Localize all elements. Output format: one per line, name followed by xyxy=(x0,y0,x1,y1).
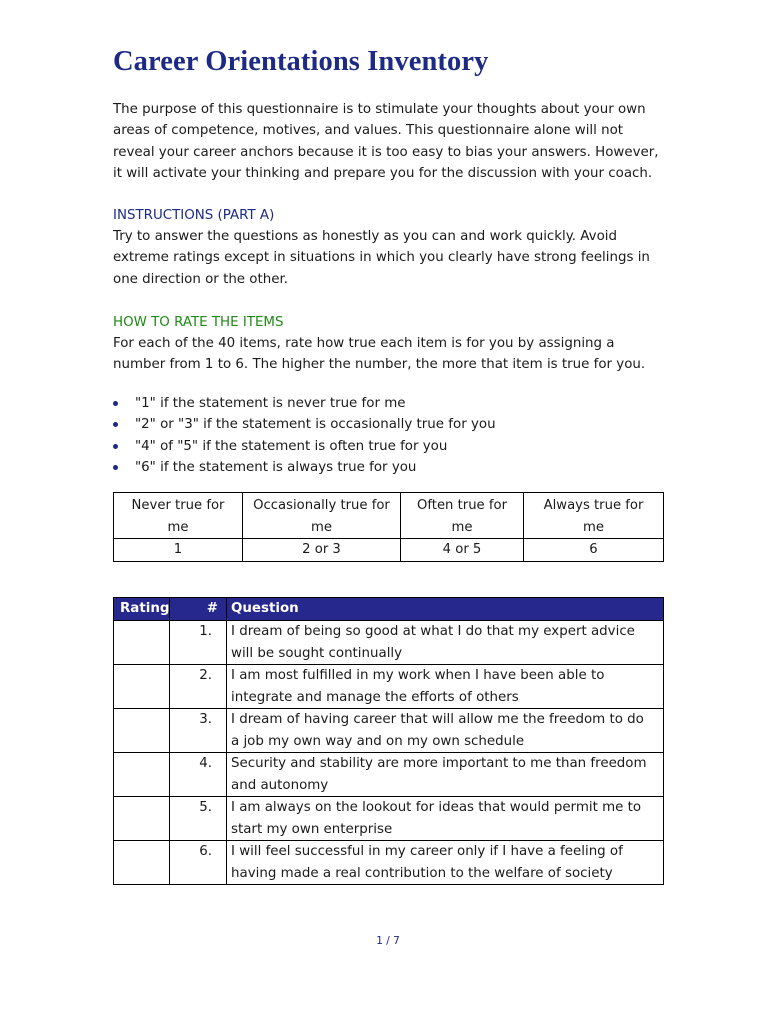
bullet-item xyxy=(113,393,496,414)
rating-input-cell[interactable] xyxy=(114,753,170,797)
question-number: 6. xyxy=(170,841,227,885)
question-text: I am most fulfilled in my work when I have been able to integrate and manage the efforts of others xyxy=(227,665,664,709)
question-number: 1. xyxy=(170,621,227,665)
rating-bullet-list xyxy=(113,393,496,478)
how-to-rate-line: For each of the 40 items, rate how true each item is for you by assigning a xyxy=(113,336,615,351)
intro-paragraph xyxy=(113,99,663,184)
question-number: 2. xyxy=(170,665,227,709)
instructions-heading: INSTRUCTIONS (PART A) xyxy=(113,208,275,223)
bullet-text: "2" or "3" if the statement is occasionally true for you xyxy=(135,417,496,433)
question-number: 3. xyxy=(170,709,227,753)
bullet-item xyxy=(113,414,496,435)
scale-value-cell: 6 xyxy=(524,539,664,562)
question-text: Security and stability are more important to me than freedom and autonomy xyxy=(227,753,664,797)
question-text: I dream of being so good at what I do that my expert advice will be sought continually xyxy=(227,621,664,665)
bullet-dot-icon xyxy=(113,444,118,449)
instructions-paragraph xyxy=(113,226,663,290)
question-row xyxy=(114,665,664,709)
question-text: I dream of having career that will allow me the freedom to do a job my own way and on my own schedule xyxy=(227,709,664,753)
rating-input-cell[interactable] xyxy=(114,621,170,665)
how-to-rate-heading: HOW TO RATE THE ITEMS xyxy=(113,315,284,330)
scale-value-row xyxy=(114,539,664,562)
rating-column-header: Rating xyxy=(114,598,170,621)
how-to-rate-paragraph xyxy=(113,333,663,376)
question-number: 5. xyxy=(170,797,227,841)
bullet-text: "6" if the statement is always true for you xyxy=(135,459,417,475)
document-title: Career Orientations Inventory xyxy=(113,46,489,77)
bullet-dot-icon xyxy=(113,422,118,427)
question-column-header: Question xyxy=(227,598,664,621)
scale-header-cell: Never true for me xyxy=(114,493,243,539)
rating-input-cell[interactable] xyxy=(114,797,170,841)
question-row xyxy=(114,753,664,797)
page-number: 1 / 7 xyxy=(376,935,400,947)
question-number: 4. xyxy=(170,753,227,797)
intro-line: areas of competence, motives, and values. This questionnaire alone will not xyxy=(113,123,624,139)
bullet-text: "1" if the statement is never true for me xyxy=(135,396,406,411)
intro-line: reveal your career anchors because it is too easy to bias your answers. However, xyxy=(113,144,659,160)
bullet-item xyxy=(113,436,496,457)
question-row xyxy=(114,621,664,665)
intro-line: The purpose of this questionnaire is to stimulate your thoughts about your own xyxy=(113,102,646,117)
question-row xyxy=(114,841,664,885)
instructions-line: one direction or the other. xyxy=(113,271,288,287)
instructions-line: extreme ratings except in situations in which you clearly have strong feelings in xyxy=(113,250,650,266)
scale-header-cell: Often true for me xyxy=(401,493,524,539)
bullet-dot-icon xyxy=(113,401,118,406)
scale-value-cell: 1 xyxy=(114,539,243,562)
question-row xyxy=(114,797,664,841)
scale-value-cell: 2 or 3 xyxy=(243,539,401,562)
bullet-dot-icon xyxy=(113,465,118,470)
how-to-rate-line: number from 1 to 6. The higher the number, the more that item is true for you. xyxy=(113,357,646,373)
number-column-header: # xyxy=(170,598,227,621)
scale-header-cell: Occasionally true for me xyxy=(243,493,401,539)
question-row xyxy=(114,709,664,753)
bullet-item xyxy=(113,457,496,478)
instructions-line: Try to answer the questions as honestly as you can and work quickly. Avoid xyxy=(113,229,618,244)
rating-input-cell[interactable] xyxy=(114,841,170,885)
questions-header-row xyxy=(114,598,664,621)
scale-value-cell: 4 or 5 xyxy=(401,539,524,562)
bullet-text: "4" of "5" if the statement is often true for you xyxy=(135,438,448,454)
rating-scale-table xyxy=(113,492,664,562)
intro-line: it will activate your thinking and prepare you for the discussion with your coach. xyxy=(113,165,653,181)
question-text: I will feel successful in my career only if I have a feeling of having made a real contribution to the welfare of society xyxy=(227,841,664,885)
scale-header-cell: Always true for me xyxy=(524,493,664,539)
question-text: I am always on the lookout for ideas that would permit me to start my own enterprise xyxy=(227,797,664,841)
rating-input-cell[interactable] xyxy=(114,665,170,709)
questions-table xyxy=(113,597,664,885)
scale-header-row xyxy=(114,493,664,539)
rating-input-cell[interactable] xyxy=(114,709,170,753)
